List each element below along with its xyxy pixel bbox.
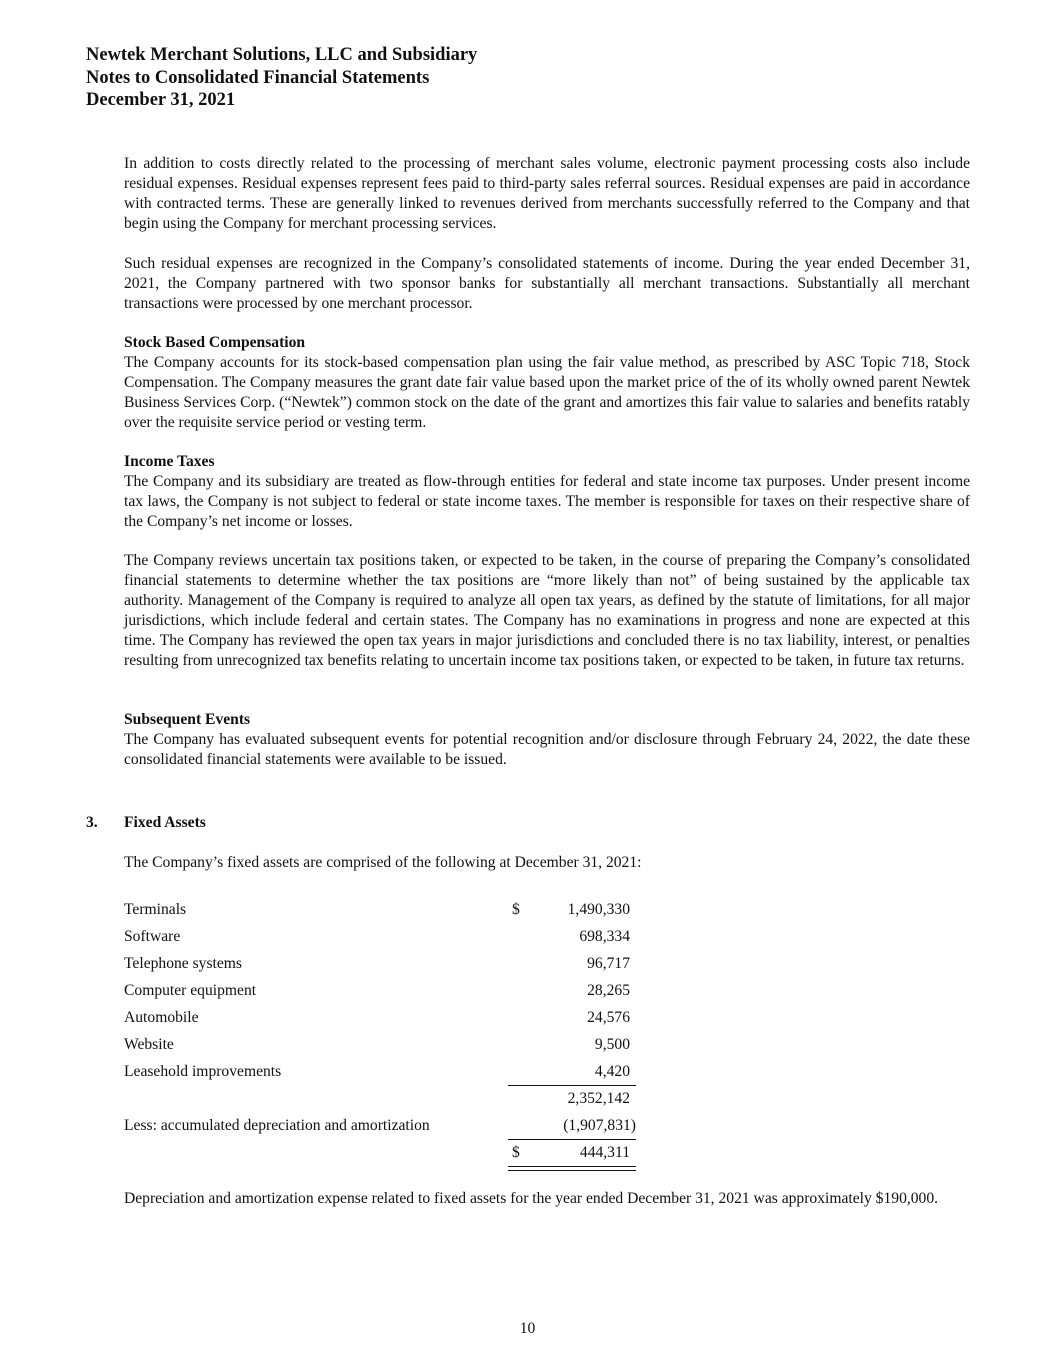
subsequent-events-heading: Subsequent Events — [124, 711, 251, 728]
net-total-amount: 444,311 — [579, 1144, 630, 1161]
row-amount: 24,576 — [587, 1009, 630, 1026]
currency-symbol: $ — [512, 1144, 520, 1161]
row-amount: 4,420 — [594, 1063, 630, 1080]
fixed-assets-table — [124, 900, 644, 1170]
fixed-assets-intro: The Company’s fixed assets are comprised of the following at December 31, 2021: — [124, 854, 642, 871]
stock-based-compensation-heading: Stock Based Compensation — [124, 334, 306, 351]
row-label: Computer equipment — [124, 982, 257, 999]
fixed-assets-heading: Fixed Assets — [124, 814, 206, 831]
row-label: Terminals — [124, 901, 187, 918]
table-row-telephone-systems — [124, 954, 644, 981]
income-taxes-body-1: The Company and its subsidiary are treated as flow-through entities for federal and state income tax purposes. Under present income tax laws, the Company is not subject to federal or state income taxes. The member is responsible for taxes on their respective share of the Company’s net income or losses. — [124, 473, 970, 530]
table-row-automobile — [124, 1008, 644, 1035]
stock-based-compensation-section — [124, 333, 970, 433]
residual-expenses-paragraph-1: In addition to costs directly related to the processing of merchant sales volume, electronic payment processing costs also include residual expenses. Residual expenses represent fees paid to third-party sales referral sources. Residual expenses are paid in accordance with contracted terms. These are generally linked to revenues derived from merchants successfully referred to the Company and that begin using the Company for merchant processing services. — [124, 155, 970, 232]
row-label: Telephone systems — [124, 955, 243, 972]
double-underline-rule — [508, 1166, 636, 1171]
row-amount: 9,500 — [594, 1036, 630, 1053]
subsequent-events-body: The Company has evaluated subsequent events for potential recognition and/or disclosure through February 24, 2022, the date these consolidated financial statements were available to be issued. — [124, 731, 970, 768]
document-date: December 31, 2021 — [86, 90, 236, 110]
residual-expenses-paragraph-2: Such residual expenses are recognized in the Company’s consolidated statements of income. During the year ended December 31, 2021, the Company partnered with two sponsor banks for substantially all merchant transactions. Substantially all merchant transactions were processed by one merchant processor. — [124, 255, 970, 312]
subsequent-events-section — [124, 710, 970, 770]
page-number: 10 — [519, 1320, 536, 1337]
row-amount: 1,490,330 — [567, 901, 630, 918]
row-label: Website — [124, 1036, 174, 1053]
document-title: Notes to Consolidated Financial Statements — [86, 67, 430, 88]
row-amount: 96,717 — [587, 955, 630, 972]
table-row-terminals — [124, 900, 644, 927]
income-taxes-heading: Income Taxes — [124, 453, 215, 470]
row-label: Software — [124, 928, 181, 945]
document-header — [86, 44, 477, 112]
stock-based-compensation-body: The Company accounts for its stock-based compensation plan using the fair value method, as prescribed by ASC Topic 718, Stock Compensation. The Company measures the grant date fair value based upon the market price of the of its wholly owned parent Newtek Business Services Corp. (“Newtek”) common stock on the date of the grant and amortizes this fair value to salaries and benefits ratably over the requisite service period or vesting term. — [124, 354, 970, 431]
depreciation-footnote: Depreciation and amortization expense related to fixed assets for the year ended December 31, 2021 was approximately $190,000. — [124, 1190, 939, 1207]
table-row-software — [124, 927, 644, 954]
row-label: Automobile — [124, 1009, 199, 1026]
row-amount: 698,334 — [579, 928, 630, 945]
row-label: Leasehold improvements — [124, 1063, 282, 1080]
table-row-website — [124, 1035, 644, 1062]
table-row-subtotal — [124, 1089, 644, 1116]
section-number: 3. — [86, 814, 98, 831]
row-amount: 28,265 — [587, 982, 630, 999]
currency-symbol: $ — [512, 901, 520, 918]
subtotal-rule — [508, 1085, 636, 1086]
company-name: Newtek Merchant Solutions, LLC and Subsidiary — [86, 45, 478, 65]
net-total-rule — [508, 1139, 636, 1140]
row-amount: (1,907,831) — [563, 1117, 636, 1134]
table-row-computer-equipment — [124, 981, 644, 1008]
row-label: Less: accumulated depreciation and amortization — [124, 1117, 430, 1134]
income-taxes-section — [124, 452, 970, 532]
income-taxes-body-2: The Company reviews uncertain tax positions taken, or expected to be taken, in the course of preparing the Company’s consolidated financial statements to determine whether the tax positions are “more likely than not” of being sustained by the applicable tax authority. Management of the Company is required to analyze all open tax years, as defined by the statute of limitations, for all major jurisdictions, which include federal and certain states. The Company has no examinations in progress and none are expected at this time. The Company has reviewed the open tax years in major jurisdictions and concluded there is no tax liability, interest, or penalties resulting from unrecognized tax benefits relating to uncertain income tax positions taken, or expected to be taken, in future tax returns. — [124, 552, 970, 669]
subtotal-amount: 2,352,142 — [567, 1090, 630, 1107]
